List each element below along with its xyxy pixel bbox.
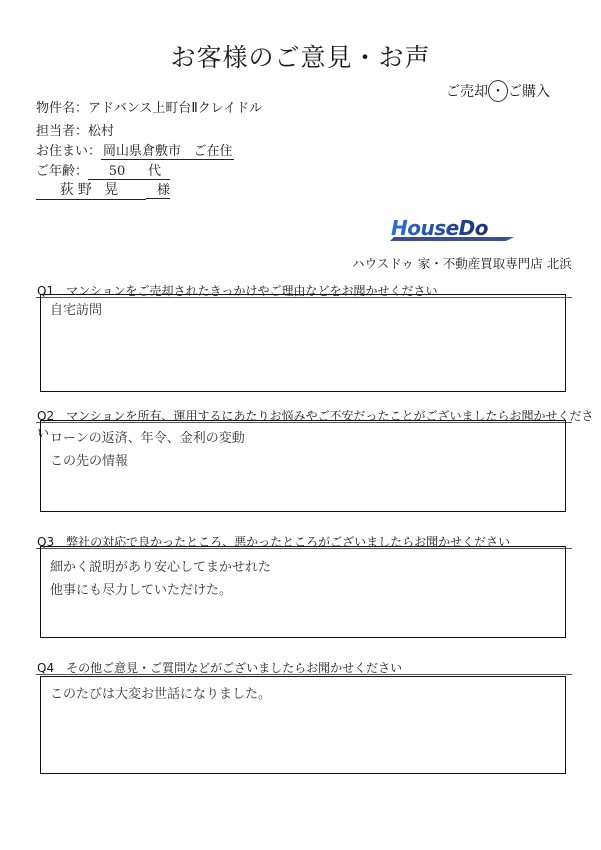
name-row	[36, 179, 170, 200]
residence-suffix: ご在住	[193, 144, 233, 159]
age-row	[36, 160, 170, 180]
property-row	[36, 97, 262, 116]
answer-3-text	[50, 556, 271, 602]
sell-option: ご売却	[446, 84, 488, 100]
answer-1-box	[40, 294, 566, 392]
question-1-label: Q1 マンションをご売却されたきっかけやご理由などをお聞かせください	[37, 284, 438, 298]
question-2-label: Q2 マンションを所有、運用するにあたりお悩みやご不安だったことがございましたらお聞かせください	[37, 409, 594, 440]
housedo-logo	[388, 214, 516, 244]
answer-1-line-1: 自宅訪問	[50, 303, 103, 318]
selected-mark	[488, 80, 508, 102]
age-value: 50	[88, 164, 146, 180]
answer-3-line-1: 細かく説明があり安心してまかせれた	[50, 560, 272, 575]
answer-2-line-1: ローンの返済、年令、金利の変動	[50, 431, 245, 446]
answer-2-line-2: この先の情報	[50, 454, 129, 469]
transaction-type	[446, 80, 550, 102]
question-4-divider	[36, 674, 572, 675]
residence-label: お住まい：	[36, 144, 102, 159]
answer-1-text	[50, 299, 102, 322]
age-label: ご年齢：	[36, 164, 89, 179]
property-value: アドバンス上町台Ⅱクレイドル	[88, 101, 263, 116]
answer-3-line-2: 他事にも尽力していただけた。	[50, 583, 233, 598]
residence-row	[36, 140, 234, 160]
age-suffix: 代	[146, 160, 170, 180]
staff-value: 松村	[88, 124, 115, 139]
question-4-label: Q4 その他ご意見・ご質問などがございましたらお聞かせください	[37, 661, 403, 675]
staff-label: 担当者：	[36, 124, 89, 139]
property-label: 物件名：	[36, 101, 89, 116]
answer-4-text	[50, 683, 271, 706]
customer-name: 荻野 晃	[36, 179, 146, 200]
store-name: ハウスドゥ 家・不動産買取専門店 北浜	[352, 256, 572, 271]
residence-field	[101, 140, 234, 160]
separator: ・	[491, 84, 505, 100]
answer-2-text	[50, 427, 245, 473]
name-suffix: 様	[146, 179, 170, 199]
question-3-label: Q3 弊社の対応で良かったところ、悪かったところがございましたらお聞かせください	[37, 535, 511, 549]
svg-text:HouseDo: HouseDo	[391, 216, 489, 240]
residence-value: 岡山県倉敷市	[103, 144, 182, 159]
page-title: お客様のご意見・お声	[170, 43, 431, 72]
buy-option: ご購入	[508, 84, 550, 100]
staff-row	[36, 120, 114, 139]
answer-4-line-1: このたびは大変お世話になりました。	[50, 687, 272, 702]
